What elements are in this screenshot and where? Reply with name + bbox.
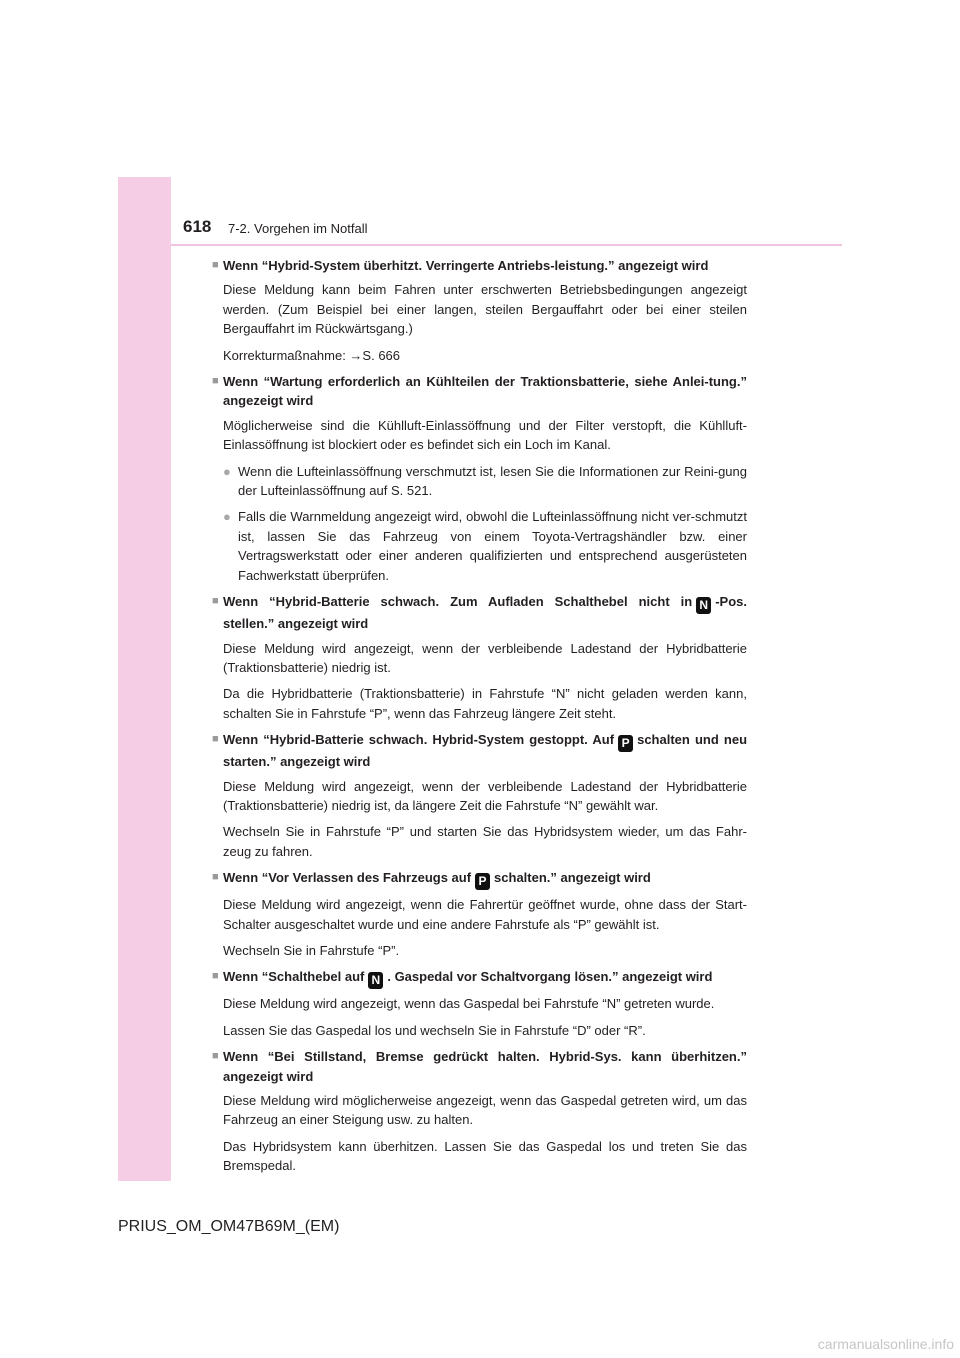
section-shift-to-p: [212, 868, 747, 960]
paragraph: Lassen Sie das Gaspedal los und wechseln Sie in Fahrstufe “D” oder “R”.: [223, 1022, 646, 1038]
section-cooling-maintenance: [212, 372, 747, 585]
paragraph: Da die Hybridbatterie (Traktionsbatterie) in Fahrstufe “N” nicht geladen werden kann, schalten Sie in Fahrstufe “P”, wenn das Fahrzeug längere Zeit steht.: [223, 686, 747, 721]
heading-part: . Gaspedal vor Schaltvorgang lösen.” angezeigt wird: [387, 969, 713, 985]
paragraph: Wechseln Sie in Fahrstufe “P”.: [223, 942, 400, 958]
square-bullet-icon: ■: [212, 1050, 219, 1063]
heading-text: Wenn “Hybrid-System überhitzt. Verringerte Antriebs-leistung.” angezeigt wird: [223, 258, 709, 273]
heading-part: schalten.” angezeigt wird: [494, 870, 651, 886]
heading-part: Wenn “Hybrid-Batterie schwach. Hybrid-System gestoppt. Auf: [223, 732, 615, 748]
paragraph: Diese Meldung wird angezeigt, wenn das Gaspedal bei Fahrstufe “N” getreten wurde.: [223, 996, 715, 1012]
shift-p-icon: P: [475, 873, 490, 890]
paragraph: Diese Meldung wird angezeigt, wenn der verbleibende Ladestand der Hybridbatterie (Traktionsbatterie) niedrig ist, da längere Zeit die Fahrstufe “N” gewählt war.: [223, 778, 747, 813]
paragraph: Diese Meldung wird angezeigt, wenn die Fahrertür geöffnet wurde, ohne dass der Start-Schalter ausgeschaltet wurde und eine andere Fahrstufe als “P” gewählt ist.: [223, 897, 747, 932]
bullet-text: Falls die Warnmeldung angezeigt wird, obwohl die Lufteinlassöffnung nicht ver-schmutzt ist, lassen Sie das Fahrzeug von einem Toyota-Vertragshändler bzw. einer Vertragswerkstatt oder einer anderen qualifizierten und entsprechend ausgerüsteten Fachwerkstatt überprüfen.: [238, 509, 747, 583]
square-bullet-icon: ■: [212, 595, 219, 608]
section-hybrid-overheat: [212, 256, 747, 365]
square-bullet-icon: ■: [212, 970, 219, 983]
section-heading: [212, 256, 747, 275]
paragraph: Wechseln Sie in Fahrstufe “P” und starten Sie das Hybridsystem wieder, um das Fahr-zeug zu fahren.: [223, 824, 747, 859]
section-heading: [212, 868, 747, 890]
shift-n-icon: N: [368, 972, 383, 989]
section-battery-stopped: [212, 730, 747, 861]
section-heading: [212, 592, 747, 633]
heading-text: [223, 730, 747, 771]
heading-part: Wenn “Vor Verlassen des Fahrzeugs auf: [223, 870, 472, 886]
paragraph: Diese Meldung kann beim Fahren unter erschwerten Betriebsbedingungen angezeigt werden. (Zum Beispiel bei einer langen, steilen Bergauffahrt oder bei einer steilen Bergauffahrt im Rückwärtsgang.): [223, 282, 747, 337]
heading-text: Wenn “Bei Stillstand, Bremse gedrückt halten. Hybrid-Sys. kann überhitzen.” angezeigt wird: [223, 1049, 747, 1084]
heading-part: schalten und neu starten.” angezeigt wird: [223, 732, 748, 770]
heading-text: [223, 967, 747, 989]
page-number: 618: [183, 217, 212, 236]
heading-part: Wenn “Hybrid-Batterie schwach. Zum Aufladen Schalthebel nicht in: [223, 594, 693, 610]
paragraph: Möglicherweise sind die Kühlluft-Einlassöffnung und der Filter verstopft, die Kühlluft-Einlassöffnung ist blockiert oder es befindet sich ein Loch im Kanal.: [223, 417, 747, 453]
square-bullet-icon: ■: [212, 375, 219, 388]
document-code: PRIUS_OM_OM47B69M_(EM): [118, 1218, 340, 1235]
square-bullet-icon: ■: [212, 871, 219, 884]
section-heading: [212, 967, 747, 989]
watermark-link[interactable]: carmanualsonline.info: [817, 1336, 954, 1352]
square-bullet-icon: ■: [212, 733, 219, 746]
shift-n-icon: N: [696, 597, 711, 614]
bullet-item: [223, 462, 747, 501]
page-content: [212, 256, 747, 1183]
side-color-band: [118, 177, 171, 1181]
section-heading: [212, 730, 747, 771]
paragraph: Das Hybridsystem kann überhitzen. Lassen Sie das Gaspedal los und treten Sie das Bremspedal.: [223, 1138, 747, 1174]
heading-part: Wenn “Schalthebel auf: [223, 969, 365, 985]
heading-text: [223, 868, 747, 890]
cross-reference: Korrekturmaßnahme: →S. 666: [223, 347, 401, 363]
shift-p-icon: P: [618, 735, 633, 752]
heading-text: Wenn “Wartung erforderlich an Kühlteilen der Traktionsbatterie, siehe Anlei-tung.” angezeigt wird: [223, 374, 747, 409]
paragraph: Diese Meldung wird möglicherweise angezeigt, wenn das Gaspedal getreten wird, um das Fahrzeug an einer Steigung usw. zu halten.: [223, 1093, 747, 1128]
section-release-gas-pedal: [212, 967, 747, 1040]
section-battery-low-n: [212, 592, 747, 723]
circle-bullet-icon: ●: [223, 509, 231, 525]
chapter-title: 7-2. Vorgehen im Notfall: [228, 221, 368, 236]
heading-text: [223, 592, 747, 633]
circle-bullet-icon: ●: [223, 463, 231, 479]
bullet-text: Wenn die Lufteinlassöffnung verschmutzt ist, lesen Sie die Informationen zur Reini-gung der Lufteinlassöffnung auf S. 521.: [238, 463, 747, 499]
square-bullet-icon: ■: [212, 259, 219, 271]
bullet-item: [223, 507, 747, 585]
section-hold-brake: [212, 1047, 747, 1175]
section-heading: [212, 372, 747, 411]
heading-part: -Pos. stellen.” angezeigt wird: [223, 594, 747, 632]
paragraph: Diese Meldung wird angezeigt, wenn der verbleibende Ladestand der Hybridbatterie (Traktionsbatterie) niedrig ist.: [223, 640, 747, 675]
section-heading: [212, 1047, 747, 1086]
header-rule: [171, 244, 842, 246]
